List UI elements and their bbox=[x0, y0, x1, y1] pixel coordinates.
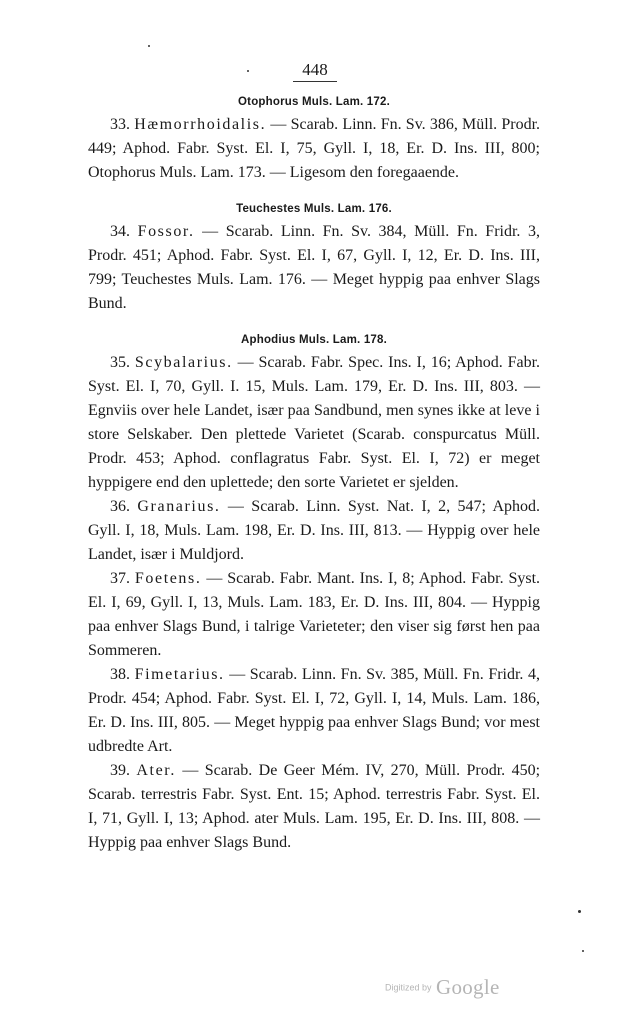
page-number bbox=[0, 60, 630, 82]
species-name: Granarius. bbox=[137, 498, 221, 515]
species-name: Ater. bbox=[136, 762, 176, 779]
species-name: Foetens. bbox=[134, 570, 202, 587]
entry-text: — Scarab. Fabr. Spec. Ins. I, 16; Aphod. Fabr. Syst. El. I, 70, Gyll. I. 15, Muls. Lam. 179, Er. D. Ins. III, 803. — Egnviis over hele Landet, især paa Sandbund, men synes ikke at leve i store Selskaber. Den plettede Varietet (Scarab. conspurcatus Müll. Prodr. 453; Aphod. conflagratus Fabr. Syst. El. I, 72) er meget hyppigere end den uplettede; den sorte Varietet er sjelden. bbox=[88, 354, 541, 491]
section-heading-teuchestes: Teuchestes Muls. Lam. 176. bbox=[236, 203, 392, 215]
scan-speck bbox=[247, 70, 249, 72]
entry-39 bbox=[88, 759, 540, 855]
entry-number: 37. bbox=[110, 570, 130, 587]
species-name: Fimetarius. bbox=[134, 666, 225, 683]
scan-speck bbox=[578, 910, 581, 913]
page-number-rule bbox=[293, 81, 337, 82]
entry-33 bbox=[88, 113, 540, 185]
entry-text: — Scarab. Linn. Fn. Sv. 384, Müll. Fn. Fridr. 3, Prodr. 451; Aphod. Fabr. Syst. El. I, 67, Gyll. I, 12, Er. D. Ins. III, 799; Teuchestes Muls. Lam. 176. — Meget hyppig paa enhver Slags Bund. bbox=[88, 223, 540, 312]
entry-34 bbox=[88, 220, 540, 316]
page-number-text: 448 bbox=[302, 60, 328, 79]
species-name: Scybalarius. bbox=[134, 354, 233, 371]
page-body bbox=[88, 96, 540, 855]
entry-number: 33. bbox=[110, 116, 130, 133]
entry-text: — Scarab. Linn. Syst. Nat. I, 2, 547; Aphod. Gyll. I, 18, Muls. Lam. 198, Er. D. Ins. III, 813. — Hyppig over hele Landet, især i Muldjord. bbox=[88, 498, 540, 563]
entry-37 bbox=[88, 567, 540, 663]
digitized-by-label: Digitized by bbox=[385, 982, 432, 993]
entry-text: — Scarab. Linn. Fn. Sv. 385, Müll. Fn. Fridr. 4, Prodr. 454; Aphod. Fabr. Syst. El. I, 72, Gyll. I, 14, Muls. Lam. 186, Er. D. Ins. III, 805. — Meget hyppig paa enhver Slags Bund; vor mest udbredte Art. bbox=[88, 666, 541, 755]
scan-speck bbox=[148, 45, 150, 47]
species-name: Fossor. bbox=[137, 223, 195, 240]
section-heading-otophorus: Otophorus Muls. Lam. 172. bbox=[238, 96, 390, 108]
entry-number: 34. bbox=[110, 223, 130, 240]
entry-number: 36. bbox=[110, 498, 130, 515]
entry-number: 39. bbox=[110, 762, 130, 779]
entry-text: — Scarab. Linn. Fn. Sv. 386, Müll. Prodr. 449; Aphod. Fabr. Syst. El. I, 75, Gyll. I, 18, Er. D. Ins. III, 800; Otophorus Muls. Lam. 173. — Ligesom den foregaaende. bbox=[88, 116, 541, 181]
scan-speck bbox=[582, 950, 584, 952]
section-heading-aphodius: Aphodius Muls. Lam. 178. bbox=[240, 334, 388, 346]
entry-36 bbox=[88, 495, 540, 567]
entry-number: 38. bbox=[110, 666, 130, 683]
entry-text: — Scarab. De Geer Mém. IV, 270, Müll. Prodr. 450; Scarab. terrestris Fabr. Syst. Ent. 15; Aphod. terrestris Fabr. Syst. El. I, 71, Gyll. I, 13; Aphod. ater Muls. Lam. 195, Er. D. Ins. III, 808. — Hyppig paa enhver Slags Bund. bbox=[88, 762, 541, 851]
entry-35 bbox=[88, 351, 540, 495]
species-name: Hæmorrhoidalis. bbox=[134, 116, 267, 133]
entry-number: 35. bbox=[110, 354, 130, 371]
digitized-by-google-watermark bbox=[385, 975, 500, 1000]
entry-text: — Scarab. Fabr. Mant. Ins. I, 8; Aphod. Fabr. Syst. El. I, 69, Gyll. I, 13, Muls. Lam. 183, Er. D. Ins. III, 804. — Hyppig paa enhver Slags Bund, i talrige Varieteter; den viser sig først hen paa Sommeren. bbox=[88, 570, 541, 659]
entry-38 bbox=[88, 663, 540, 759]
google-logo: Google bbox=[435, 975, 500, 999]
